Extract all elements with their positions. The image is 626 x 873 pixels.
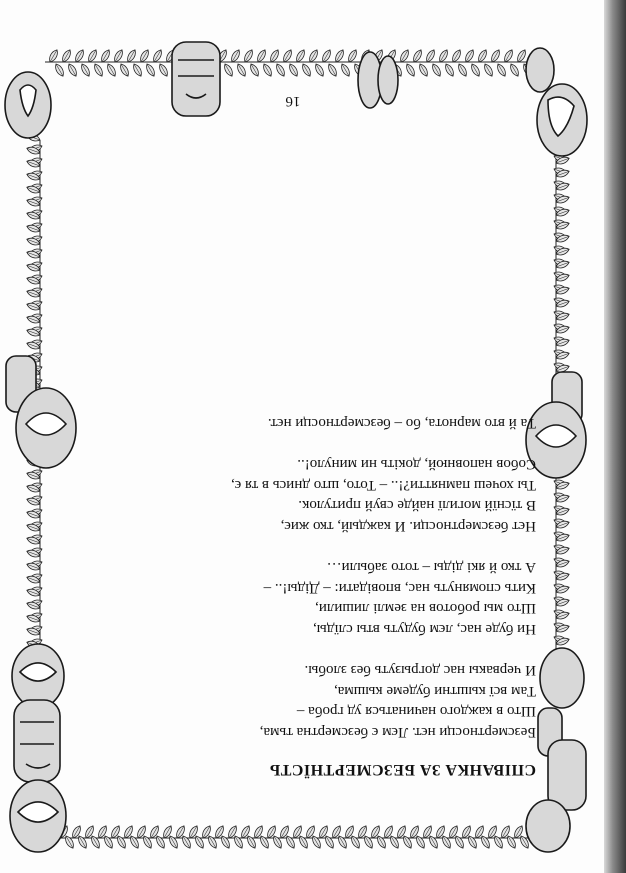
page-number: 16: [285, 93, 301, 109]
poem-line: А тко й які діды – тото забыли…: [326, 559, 536, 576]
poem-line: Там всї кыштни будеме кышма,: [333, 683, 536, 699]
poem-line: Ни буде нас, лєм будуть вты слїды,: [312, 621, 536, 637]
poem-stanza: [106, 454, 536, 536]
poem-stanza: [106, 660, 536, 742]
poem-title: СПІВАНКА ЗА БЕЗСМЕРТНЇСТЬ: [269, 761, 536, 778]
poem-line: Што мы роботов на землі лишили,: [315, 600, 536, 617]
poem-line: Ты хочеш памнятти?!.. – Тото, што днись в тя є,: [231, 477, 536, 493]
poem-stanza: [106, 413, 536, 434]
poem-line: Та й вто марнота, бо – безсмертносци нєт.: [267, 415, 536, 431]
poem-line: Што в каждого начинаться уд гроба –: [296, 703, 536, 720]
poem-line: Нєт безсмертносци. И каждый, тко жиє,: [280, 518, 536, 534]
poem-line: И червакы нас догрызуть без злобы.: [304, 662, 536, 679]
poem-line: Собов наповнюй, докіть ни минуло!..: [297, 456, 536, 473]
poem-body: [106, 392, 536, 743]
poem-line: В тїснїй могилї найде свуй притулок.: [298, 497, 536, 514]
poem-line: Безсмертносци нєт. Лєм є безсмертна тьма,: [259, 724, 536, 740]
poem-line: Кить спомянуть нас, вповідати: – Діды!.. –: [263, 580, 536, 596]
poem-stanza: [106, 557, 536, 639]
